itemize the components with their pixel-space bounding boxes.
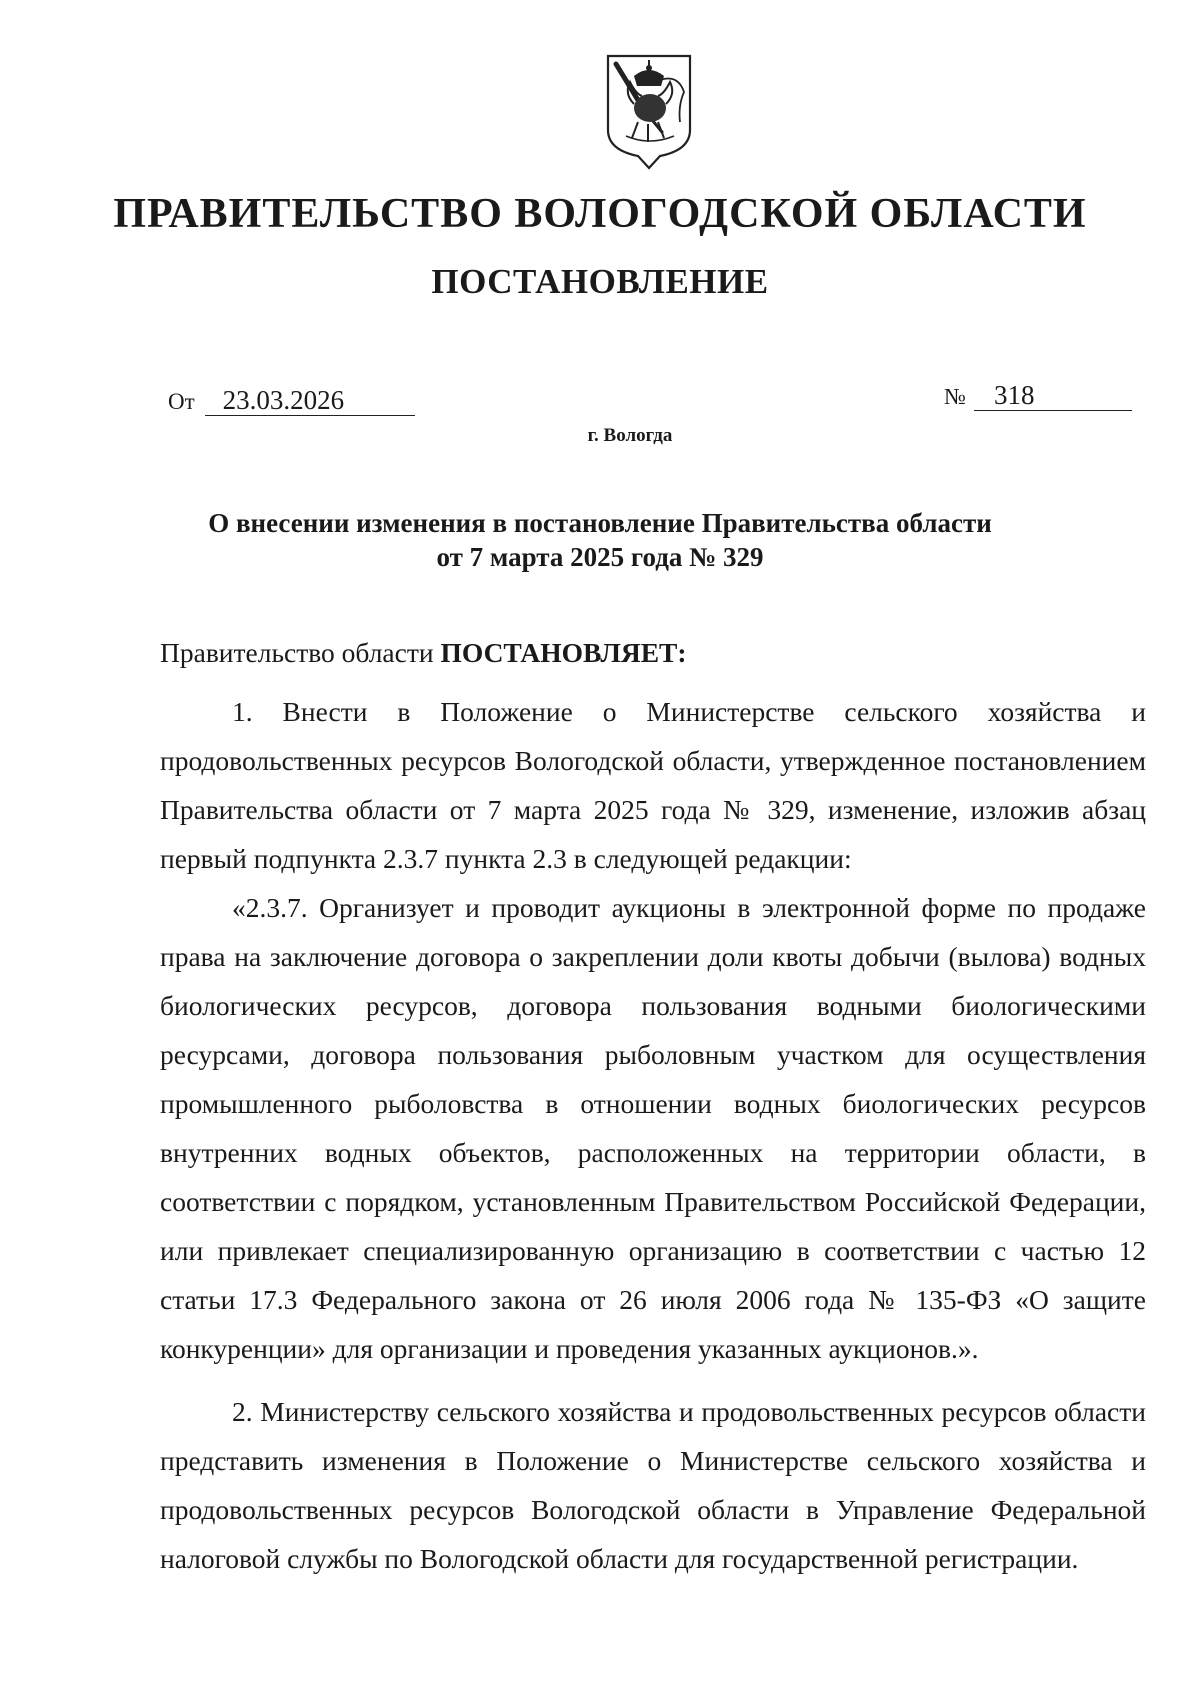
date-label: От [168,389,195,414]
city: г. Вологда [587,425,673,446]
item-1-quote: «2.3.7. Организует и проводит аукционы в электронной форме по продаже права на заключение договора о закреплении доли квоты добычи (вылова) водных биологических ресурсов, договора пользования водными биологическими ресурсами, договора пользования рыболовным участком для осуществления промышленного рыболовства в отношении водных биологических ресурсов внутренних водных объектов, расположенных на территории области, в соответствии с порядком, установленным Правительством Российской Федерации, или привлекает специализированную организацию в соответствии с частью 12 статьи 17.3 Федерального закона от 26 июля 2006 года № 135-ФЗ «О защите конкуренции» для организации и проведения указанных аукционов.». [160,892,1146,1364]
date-value: 23.03.2026 [205,385,415,416]
intro-decree: ПОСТАНОВЛЯЕТ: [440,637,687,668]
subject-line-2: от 7 марта 2025 года № 329 [436,542,764,572]
date-field [168,385,415,416]
intro-paragraph [160,628,1146,677]
vologda-coat-of-arms-icon [604,52,694,170]
document-body [160,628,1146,1583]
subject-line-1: О внесении изменения в постановление Правительства области [208,508,992,538]
number-field [944,380,1132,411]
number-label: № [944,384,966,409]
document-subject [140,506,1060,574]
document-type: ПОСТАНОВЛЕНИЕ [431,262,769,301]
item-2: 2. Министерству сельского хозяйства и продовольственных ресурсов области представить изменения в Положение о Министерстве сельского хозяйства и продовольственных ресурсов Вологодской области в Управление Федеральной налоговой службы по Вологодской области для государственной регистрации. [160,1396,1146,1574]
number-value: 318 [974,380,1132,411]
intro-text: Правительство области [160,637,434,668]
government-title: ПРАВИТЕЛЬСТВО ВОЛОГОДСКОЙ ОБЛАСТИ [113,191,1087,237]
item-1: 1. Внести в Положение о Министерстве сельского хозяйства и продовольственных ресурсов Вологодской области, утвержденное постановлением Правительства области от 7 марта 2025 года № 329, изменение, изложив абзац первый подпункта 2.3.7 пункта 2.3 в следующей редакции: [160,696,1146,874]
